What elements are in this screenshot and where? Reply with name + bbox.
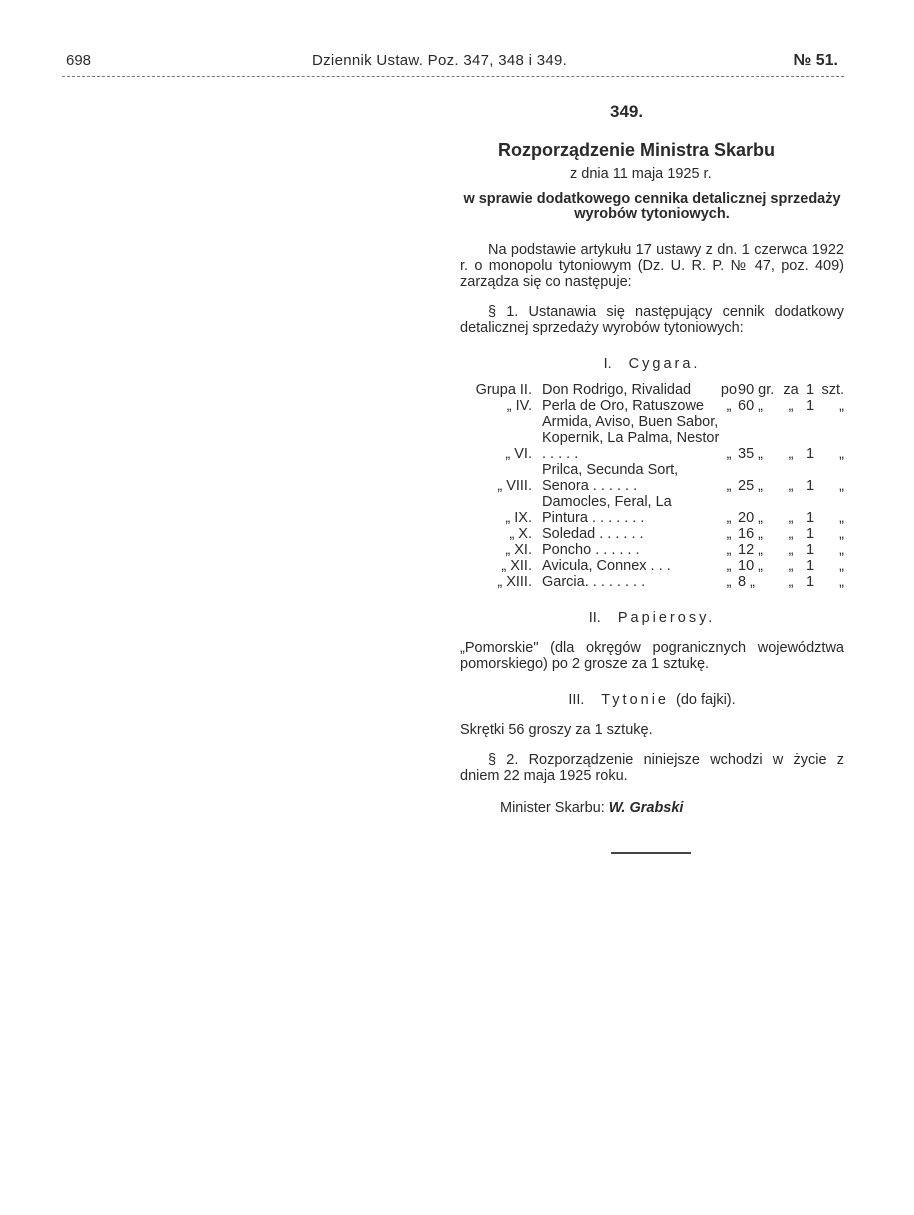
ditto-mark: „ <box>788 558 794 574</box>
section-cigars-heading <box>460 356 844 372</box>
signature-name: W. Grabski <box>608 800 684 816</box>
cigar-name: Don Rodrigo, Rivalidad <box>542 382 692 398</box>
cigar-row <box>460 398 844 414</box>
cigar-row <box>460 414 844 462</box>
cigar-name: Perla de Oro, Ratuszowe <box>542 398 704 414</box>
cigar-name: Poncho . . . . . . <box>542 542 640 558</box>
ditto-mark: „ <box>788 574 794 590</box>
cigar-count: 1 <box>805 558 815 574</box>
cigar-count: 1 <box>805 446 815 462</box>
section-roman: II. <box>588 610 601 626</box>
cigar-group: „ VIII. <box>497 478 532 494</box>
cigar-count: 1 <box>805 478 815 494</box>
cigar-name: Soledad . . . . . . <box>542 526 644 542</box>
paragraph-2: § 2. Rozporządzenie niniejsze wchodzi w życie z dniem 22 maja 1925 roku. <box>460 752 844 784</box>
cigar-unit: „ <box>839 510 844 526</box>
header-rule <box>62 76 844 77</box>
cigar-name: Garcia. . . . . . . . <box>542 574 646 590</box>
cigar-unit: „ <box>839 478 844 494</box>
ditto-mark: „ <box>788 478 794 494</box>
cigar-name: Prilca, Secunda Sort, Senora . . . . . . <box>542 462 679 494</box>
cigar-count: 1 <box>805 574 815 590</box>
act-date: z dnia 11 maja 1925 r. <box>570 166 712 182</box>
ditto-mark: „ <box>788 510 794 526</box>
cigar-price: 25 „ <box>738 478 763 494</box>
cigar-row <box>460 542 844 558</box>
cigar-row <box>460 558 844 574</box>
act-number: 349. <box>610 102 644 121</box>
cigar-group: „ IV. <box>506 398 532 414</box>
tobacco-text: Skrętki 56 groszy za 1 sztukę. <box>460 722 653 738</box>
section-note: (do fajki). <box>676 692 736 708</box>
preamble: Na podstawie artykułu 17 ustawy z dn. 1 czerwca 1922 r. o monopolu tytoniowym (Dz. U. R. P. № 47, poz. 409) zarządza się co następuje: <box>460 242 844 290</box>
cigar-count: 1 <box>805 510 815 526</box>
cigar-price: 16 „ <box>738 526 763 542</box>
cigar-price: 60 „ <box>738 398 763 414</box>
section-title: Cygara. <box>628 356 701 372</box>
cigar-group: „ X. <box>509 526 532 542</box>
cigar-price: 8 „ <box>738 574 755 590</box>
signature <box>460 800 844 816</box>
cigar-price: 10 „ <box>738 558 763 574</box>
cigar-price: 90 gr. <box>738 382 775 398</box>
page-header <box>62 50 844 76</box>
ditto-mark: za <box>783 382 799 398</box>
ditto-mark: „ <box>788 542 794 558</box>
issue-number: № 51. <box>793 52 838 69</box>
cigar-unit: „ <box>839 398 844 414</box>
cigarettes-text: „Pomorskie" (dla okręgów pogranicznych województwa pomorskiego) po 2 grosze za 1 sztukę. <box>460 640 844 672</box>
cigar-row <box>460 382 844 398</box>
cigar-price: 12 „ <box>738 542 763 558</box>
cigar-price: 35 „ <box>738 446 763 462</box>
paragraph-1: § 1. Ustanawia się następujący cennik dodatkowy detalicznej sprzedaży wyrobów tytoniowych: <box>460 304 844 336</box>
cigar-price: 20 „ <box>738 510 763 526</box>
ditto-mark: „ <box>726 446 732 462</box>
journal-title: Dziennik Ustaw. Poz. 347, 348 i 349. <box>312 52 568 69</box>
cigar-row <box>460 462 844 494</box>
cigar-count: 1 <box>805 382 815 398</box>
act-title: Rozporządzenie Ministra Skarbu <box>498 140 776 160</box>
cigar-group: Grupa II. <box>475 382 532 398</box>
cigar-group: „ XIII. <box>497 574 532 590</box>
ditto-mark: po <box>720 382 738 398</box>
ditto-mark: „ <box>788 398 794 414</box>
cigar-count: 1 <box>805 542 815 558</box>
cigar-unit: „ <box>839 558 844 574</box>
ditto-mark: „ <box>726 510 732 526</box>
section-title: Tytonie <box>601 692 669 708</box>
cigar-group: „ XI. <box>505 542 532 558</box>
cigar-row <box>460 526 844 542</box>
section-title: Papierosy. <box>617 610 716 626</box>
ditto-mark: „ <box>788 526 794 542</box>
cigar-unit: „ <box>839 574 844 590</box>
section-roman: I. <box>603 356 612 372</box>
cigar-unit: „ <box>839 542 844 558</box>
ditto-mark: „ <box>726 398 732 414</box>
cigar-name: Armida, Aviso, Buen Sabor, Kopernik, La Palma, Nestor . . . . . <box>542 414 720 462</box>
cigar-unit: szt. <box>821 382 844 398</box>
cigar-price-table <box>460 382 844 590</box>
section-tobacco-heading <box>460 692 844 708</box>
section-roman: III. <box>568 692 585 708</box>
cigar-unit: „ <box>839 446 844 462</box>
ditto-mark: „ <box>726 558 732 574</box>
cigar-name: Avicula, Connex . . . <box>542 558 671 574</box>
cigar-group: „ VI. <box>505 446 532 462</box>
act-column <box>460 100 844 816</box>
ditto-mark: „ <box>726 526 732 542</box>
cigar-row <box>460 574 844 590</box>
cigar-count: 1 <box>805 526 815 542</box>
ditto-mark: „ <box>788 446 794 462</box>
cigar-name: Damocles, Feral, La Pintura . . . . . . . <box>542 494 672 526</box>
cigar-row <box>460 494 844 526</box>
page-number: 698 <box>66 52 92 69</box>
cigar-group: „ IX. <box>505 510 532 526</box>
act-subject: w sprawie dodatkowego cennika detalicznej sprzedaży wyrobów tytoniowych. <box>463 191 841 222</box>
cigar-group: „ XII. <box>501 558 532 574</box>
section-cigarettes-heading <box>460 610 844 626</box>
signature-role: Minister Skarbu: <box>500 800 605 816</box>
cigar-unit: „ <box>839 526 844 542</box>
closing-rule <box>611 852 691 854</box>
ditto-mark: „ <box>726 574 732 590</box>
ditto-mark: „ <box>726 542 732 558</box>
ditto-mark: „ <box>726 478 732 494</box>
cigar-count: 1 <box>805 398 815 414</box>
